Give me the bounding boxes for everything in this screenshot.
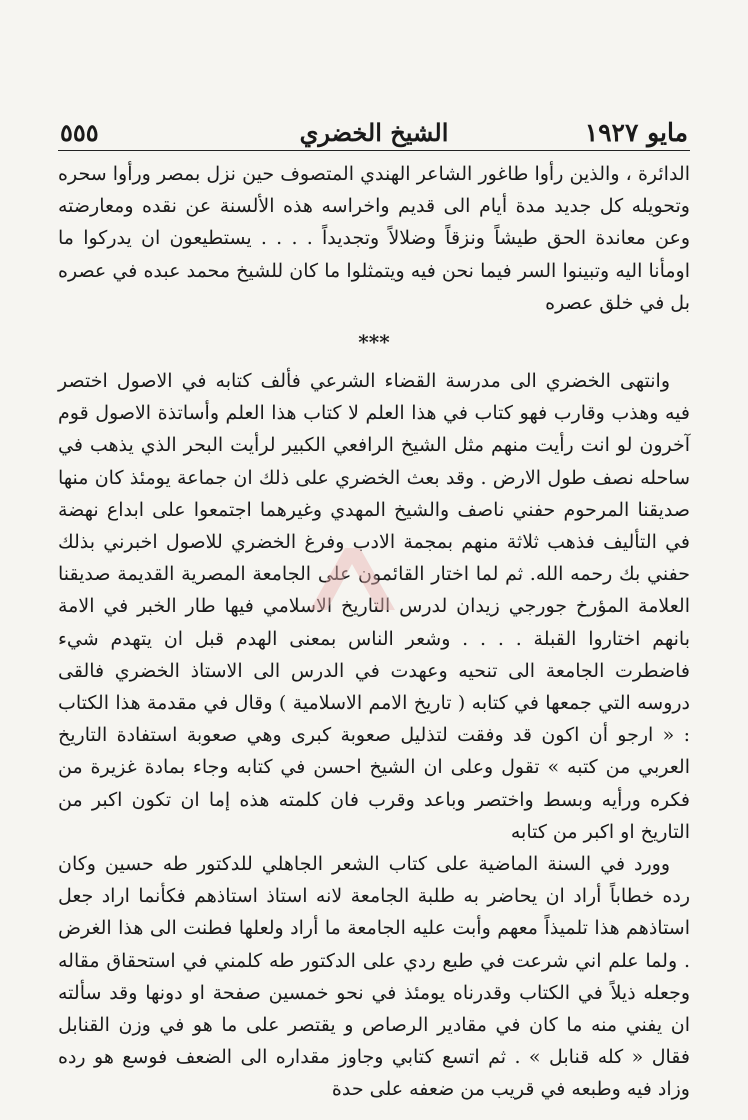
paragraph-3: وورد في السنة الماضية على كتاب الشعر الجاهلي للدكتور طه حسين وكان رده خطاباً أراد ان يحاضر به طلبة الجامعة لانه استاذ استاذهم فكأنما اراد جعل استاذهم هذا تلميذاً معهم وأبت عليه الجامعة ما أراد ولعلها فطنت الى هذا الغرض . ولما علم اني شرعت في طبع ردي على الدكتور طه كلمني في استحقاق مقاله وجعله ذيلاً في الكتاب وقدرناه يومئذ في نحو خمسين صفحة او دونها وقد سألته ان يفني منه ما كان في مقادير الرصاص و يقتصر على ما هو في وزن القنابل فقال « كله قنابل » . ثم اتسع كتابي وجاوز مقداره الى الضعف فوسع هو رده وزاد فيه وطبعه في قريب من ضعفه على حدة [58,853,690,1101]
header-title: الشيخ الخضري [299,118,449,147]
header-rule [58,150,690,151]
article-body [58,158,690,1106]
section-separator: *** [358,330,390,355]
page-number: ٥٥٥ [60,118,99,147]
paragraph-1: الدائرة ، والذين رأوا طاغور الشاعر الهندي المتصوف حين نزل بمصر ورأوا سحره وتحويله كل جديد مدة أيام الى قديم واخراسه هذه الألسنة عن نقده ومعارضته وعن معاندة الحق طيشاً ونزقاً وضلالاً وتجديداً . . . . يستطيعون ان يدركوا ما اومأنا اليه وتبينوا السر فيما نحن فيه ويتمثلوا ما كان للشيخ محمد عبده في عصره بل في خلق عصره [58,163,690,314]
header-date: مايو ١٩٢٧ [584,118,688,147]
paragraph-2: وانتهى الخضري الى مدرسة القضاء الشرعي فألف كتابه في الاصول اختصر فيه وهذب وقارب فهو كتاب في هذا العلم لا كتاب هذا العلم وأساتذة الاصول قوم آخرون لو انت رأيت منهم مثل الشيخ الرافعي الكبير لرأيت البحر الذي يذهب في ساحله نصف طول الارض . وقد بعث الخضري على ذلك ان جماعة يومئذ كان منها صديقنا المرحوم حفني ناصف والشيخ المهدي وغيرهما اجتمعوا على ابداع نهضة في التأليف فذهب ثلاثة منهم بمجمة الادب وفرغ الخضري للاصول اخبرني بذلك حفني بك رحمه الله. ثم لما اختار القائمون على الجامعة المصرية القديمة صديقنا العلامة المؤرخ جورجي زيدان لدرس التاريخ الاسلامي فيها طار الخبر في الامة بانهم اختاروا القبلة . . . . وشعر الناس بمعنى الهدم قبل ان يتهدم شيء فاضطرت الجامعة الى تنحيه وعهدت في الدرس الى الاستاذ الخضري فالقى دروسه التي جمعها في كتابه ( تاريخ الامم الاسلامية ) وقال في مقدمة هذا الكتاب : « ارجو أن اكون قد وفقت لتذليل صعوبة كبرى وهي صعوبة استفادة التاريخ العربي من كتبه » تقول وعلى ان الشيخ احسن في كتابه وجاء بمادة غزيرة من فكره ورأيه وبسط واختصر وباعد وقرب فان كلمته هذه إما ان تكون اكبر من التاريخ او اكبر من كتابه [58,370,691,843]
